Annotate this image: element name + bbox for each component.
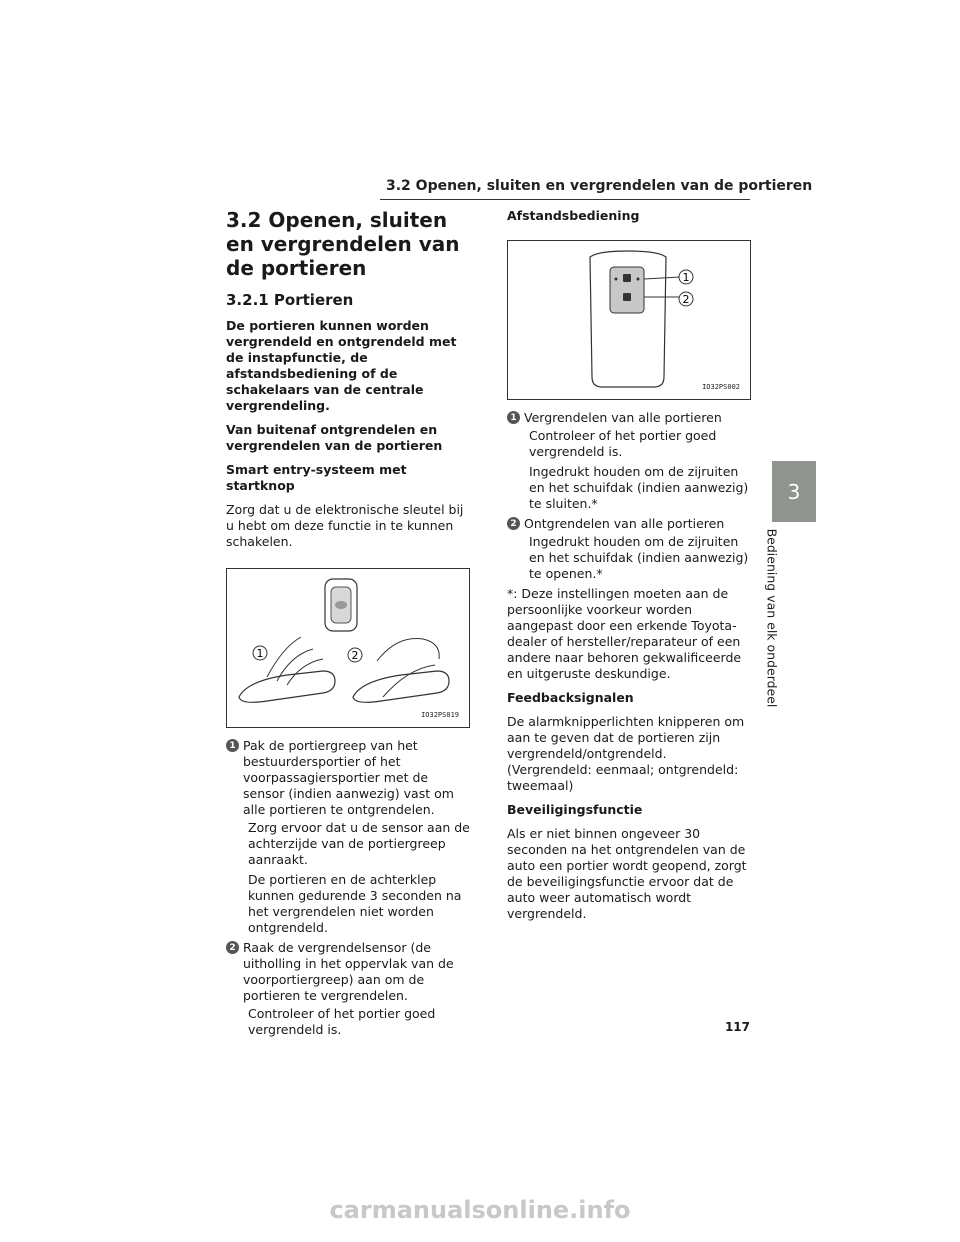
section-title: 3.2 Openen, sluiten en vergrendelen van de portieren (226, 208, 460, 280)
feedback-text: De alarmknipperlichten knipperen om aan te geven dat de portieren zijn vergrendeld/ontgrendeld. (Vergrendeld: eenmaal; ontgrendeld: tweemaal) (507, 714, 745, 793)
smart-entry-text: Zorg dat u de elektronische sleutel bij u hebt om deze functie in te kunnen schakelen. (226, 502, 464, 549)
remote-key-illustration (508, 241, 750, 399)
step-2 (226, 940, 470, 1004)
intro-text: De portieren kunnen worden vergrendeld en ontgrendeld met de instapfunctie, de afstandsbediening of de schakelaars van de centrale vergrendeling. (226, 318, 457, 413)
chapter-tab-label: Bediening van elk onderdeel (764, 528, 780, 708)
step-number-1: 1 (226, 739, 239, 752)
watermark: carmanualsonline.info (329, 1196, 631, 1224)
step-1-text: Pak de portiergreep van het bestuurdersportier of het voorpassagiersportier met de sensor (indien aanwezig) vast om alle portieren te ontgrendelen. (243, 738, 454, 817)
door-handle-illustration (227, 569, 469, 727)
remote-step-number-2: 2 (507, 517, 520, 530)
remote-step-2 (507, 516, 751, 532)
step-2-note-1: Controleer of het portier goed vergrendeld is. (248, 1006, 436, 1037)
step-1-note-1: Zorg ervoor dat u de sensor aan de achterzijde van de portiergreep aanraakt. (248, 820, 470, 867)
page-number: 117 (724, 1020, 750, 1034)
remote-step-1-note-2: Ingedrukt houden om de zijruiten en het schuifdak (indien aanwezig) te sluiten.* (529, 464, 749, 511)
security-title: Beveiligingsfunctie (507, 802, 643, 817)
subheading-smart-entry: Smart entry-systeem met startknop (226, 462, 407, 493)
remote-step-2-text: Ontgrendelen van alle portieren (524, 516, 725, 531)
footnote: *: Deze instellingen moeten aan de persoonlijke voorkeur worden aangepast door een erkende Toyota-dealer of hersteller/reparateur of een andere naar behoren gekwalificeerde en uitgeruste deskundige. (507, 586, 742, 681)
remote-title: Afstandsbediening (507, 208, 640, 223)
header-rule (380, 199, 750, 200)
remote-callout-2: 2 (682, 293, 690, 306)
header-title: 3.2 Openen, sluiten en vergrendelen van de portieren (386, 178, 813, 194)
fig-callout-2: 2 (351, 649, 359, 662)
subheading-outside: Van buitenaf ontgrendelen en vergrendelen van de portieren (226, 422, 443, 453)
security-text: Als er niet binnen ongeveer 30 seconden na het ontgrendelen van de auto een portier wordt geopend, zorgt de beveiligingsfunctie ervoor dat de auto weer automatisch wordt vergrendeld. (507, 826, 747, 921)
remote-figure-code: IO32PS002 (702, 383, 740, 391)
step-2-text: Raak de vergrendelsensor (de uitholling in het oppervlak van de voorportiergreep) aan om de portieren te vergrendelen. (243, 940, 454, 1003)
step-1-note-2: De portieren en de achterklep kunnen gedurende 3 seconden na het vergrendelen niet worden ontgrendeld. (248, 872, 462, 935)
remote-step-1-text: Vergrendelen van alle portieren (524, 410, 722, 425)
remote-figure (507, 240, 751, 400)
remote-callout-1: 1 (682, 271, 690, 284)
chapter-tab[interactable]: 3 (772, 461, 816, 522)
fig-callout-1: 1 (256, 647, 264, 660)
step-number-2: 2 (226, 941, 239, 954)
figure-code: IO32PS019 (421, 711, 459, 719)
left-column (226, 208, 470, 1042)
remote-step-1 (507, 410, 751, 426)
door-handle-figure (226, 568, 470, 728)
remote-step-1-note-1: Controleer of het portier goed vergrendeld is. (529, 428, 717, 459)
step-1 (226, 738, 470, 818)
right-column (507, 208, 751, 930)
feedback-title: Feedbacksignalen (507, 690, 634, 705)
remote-step-2-note-1: Ingedrukt houden om de zijruiten en het schuifdak (indien aanwezig) te openen.* (529, 534, 749, 581)
subsection-title: 3.2.1 Portieren (226, 291, 354, 309)
chapter-tab-label-box (760, 528, 784, 708)
remote-step-number-1: 1 (507, 411, 520, 424)
